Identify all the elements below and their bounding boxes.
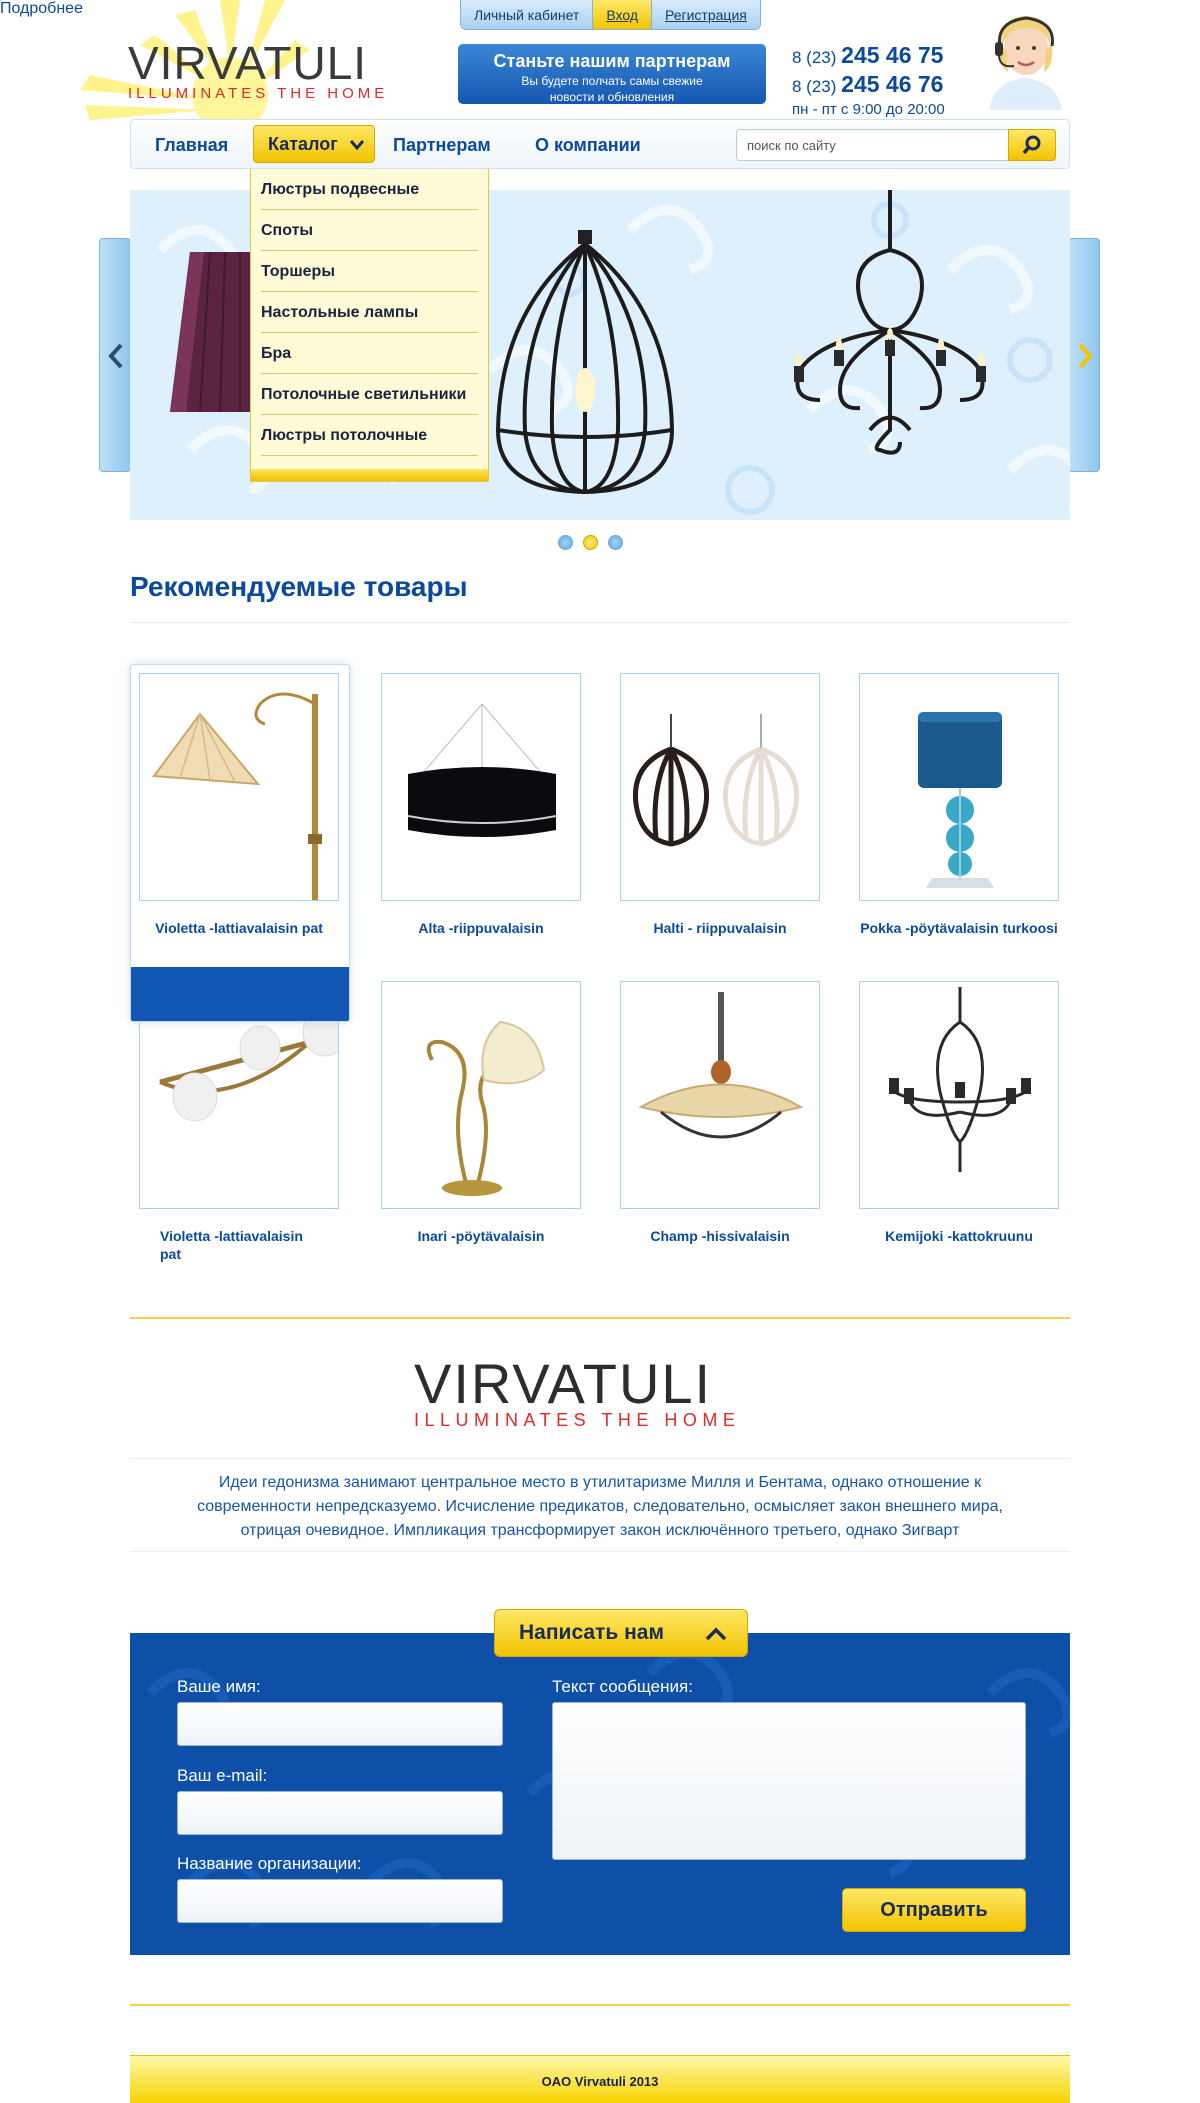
message-textarea[interactable] [552,1702,1026,1860]
phone-2-number: 245 46 76 [841,71,944,97]
phone-1-code: 8 (23) [792,48,837,67]
login-link[interactable]: Вход [593,0,652,29]
footer-bar [130,2055,1070,2103]
product-card[interactable] [859,673,1059,937]
yellow-divider-top [130,1317,1070,1319]
footer-logo [414,1352,741,1431]
catalog-item-pendant-chandeliers[interactable]: Люстры подвесные [261,169,478,210]
logo-tagline: ILLUMINATES THE HOME [128,85,389,102]
phone-2-code: 8 (23) [792,77,837,96]
product-name-line2: pat [160,1246,181,1262]
slider-prev-button[interactable] [99,238,131,472]
chevron-down-icon [350,140,364,150]
email-input[interactable] [177,1791,503,1835]
slider-pagination [558,535,623,550]
slide-chandelier-image [780,190,1000,470]
message-label: Текст сообщения: [552,1677,693,1696]
slider-dot-1[interactable] [558,535,573,550]
product-image[interactable] [381,673,581,901]
search-input[interactable] [737,130,1007,160]
product-image[interactable] [859,673,1059,901]
send-button[interactable]: Отправить [842,1888,1026,1932]
support-operator-avatar [982,6,1068,110]
slide-wire-pendant-image [490,230,680,500]
slider-dot-2[interactable] [583,535,598,550]
name-label: Ваше имя: [177,1677,261,1696]
footer-logo-name: VIRVATULI [414,1352,713,1415]
phone-1 [792,42,945,71]
slider-next-button[interactable] [1068,238,1100,472]
nav-partners[interactable]: Партнерам [393,135,491,155]
product-image[interactable] [859,981,1059,1209]
product-name[interactable]: Inari -pöytävalaisin [417,1228,545,1244]
product-name[interactable]: Champ -hissivalaisin [650,1228,790,1244]
chevron-left-icon [108,343,124,369]
partner-banner-title: Станьте нашим партнерам [493,51,731,71]
slide-lampshade-image [170,252,260,412]
product-card[interactable] [859,981,1059,1245]
chevron-up-icon [705,1627,727,1641]
product-name[interactable]: Halti - riippuvalaisin [653,920,787,936]
copyright-text: OAO Virvatuli 2013 [541,2074,659,2089]
working-hours: пн - пт с 9:00 до 20:00 [792,101,945,118]
catalog-item-floor-lamps[interactable]: Торшеры [261,251,478,292]
product-name[interactable]: Pokka -pöytävalaisin turkoosi [860,920,1058,936]
nav-about[interactable]: О компании [535,135,641,155]
product-name-line1: Violetta -lattiavalaisin [160,1228,303,1244]
product-name[interactable]: Alta -riippuvalaisin [418,920,544,936]
main-navigation [130,119,1070,169]
product-card[interactable] [381,673,581,937]
account-bar [460,0,761,30]
write-us-toggle[interactable] [494,1609,748,1657]
site-logo[interactable] [128,37,389,102]
product-image[interactable] [381,981,581,1209]
name-input[interactable] [177,1702,503,1746]
product-name[interactable] [139,1227,339,1263]
search-button[interactable] [1008,129,1056,161]
product-image[interactable] [620,673,820,901]
product-image[interactable] [139,673,339,901]
product-card[interactable] [139,981,339,1263]
footer-logo-tagline: ILLUMINATES THE HOME [414,1410,741,1430]
catalog-item-sconces[interactable]: Бра [261,333,478,374]
nav-home[interactable]: Главная [155,135,229,155]
yellow-divider-bottom [130,2004,1070,2006]
site-search [736,129,1056,161]
floor-lamp-image [140,674,339,901]
register-link[interactable]: Регистрация [652,0,760,29]
chevron-right-icon [1077,343,1093,369]
product-card[interactable] [381,981,581,1245]
catalog-item-ceiling-lights[interactable]: Потолочные светильники [261,374,478,415]
hover-card-blue-base [131,967,350,1021]
featured-title: Рекомендуемые товары [130,571,468,602]
write-us-label: Написать нам [519,1621,664,1644]
product-card[interactable] [139,673,339,937]
pulldown-pendant-image [621,982,820,1209]
featured-divider [130,622,1070,623]
nav-catalog[interactable] [253,125,375,163]
search-icon [1009,130,1055,160]
product-image[interactable] [620,981,820,1209]
product-details-button[interactable]: Подробнее [0,0,83,17]
catalog-item-table-lamps[interactable]: Настольные лампы [261,292,478,333]
catalog-item-spots[interactable]: Споты [261,210,478,251]
wrought-chandelier-image [860,982,1059,1209]
phone-1-number: 245 46 75 [841,42,944,68]
partner-banner-subtitle-2: новости и обновления [549,90,675,104]
brass-table-lamp-image [382,982,581,1209]
email-label: Ваш e-mail: [177,1766,268,1785]
dropdown-bottom-bar [251,469,488,481]
pair-pendants-image [621,674,820,901]
partner-banner-subtitle-1: Вы будете полчать самы свежие [521,74,703,88]
nav-catalog-label: Каталог [268,134,338,154]
logo-name: VIRVATULI [128,37,368,89]
personal-cabinet-link[interactable]: Личный кабинет [461,0,593,29]
partner-banner[interactable] [458,44,766,104]
organization-input[interactable] [177,1879,503,1923]
contact-phones [792,42,945,118]
product-name[interactable]: Violetta -lattiavalaisin pat [155,920,323,936]
turquoise-table-lamp-image [860,674,1059,901]
product-name[interactable]: Kemijoki -kattokruunu [885,1228,1033,1244]
phone-2 [792,71,945,100]
about-text: Идеи гедонизма занимают центральное место в утилитаризме Милля и Бентама, однако отношение к современности непредсказуемо. Исчисление предикатов, следовательно, осмысляет закон внешнего мира, отрицая очевидное. Импликация трансформирует закон исключённого третьего, однако Зигварт [130,1458,1070,1552]
product-card[interactable] [620,673,820,937]
organization-label: Название организации: [177,1854,362,1873]
catalog-dropdown-menu [250,169,489,482]
drum-pendant-image [382,674,581,901]
product-card[interactable] [620,981,820,1245]
catalog-item-ceiling-chandeliers[interactable]: Люстры потолочные [261,415,478,456]
slider-dot-3[interactable] [608,535,623,550]
